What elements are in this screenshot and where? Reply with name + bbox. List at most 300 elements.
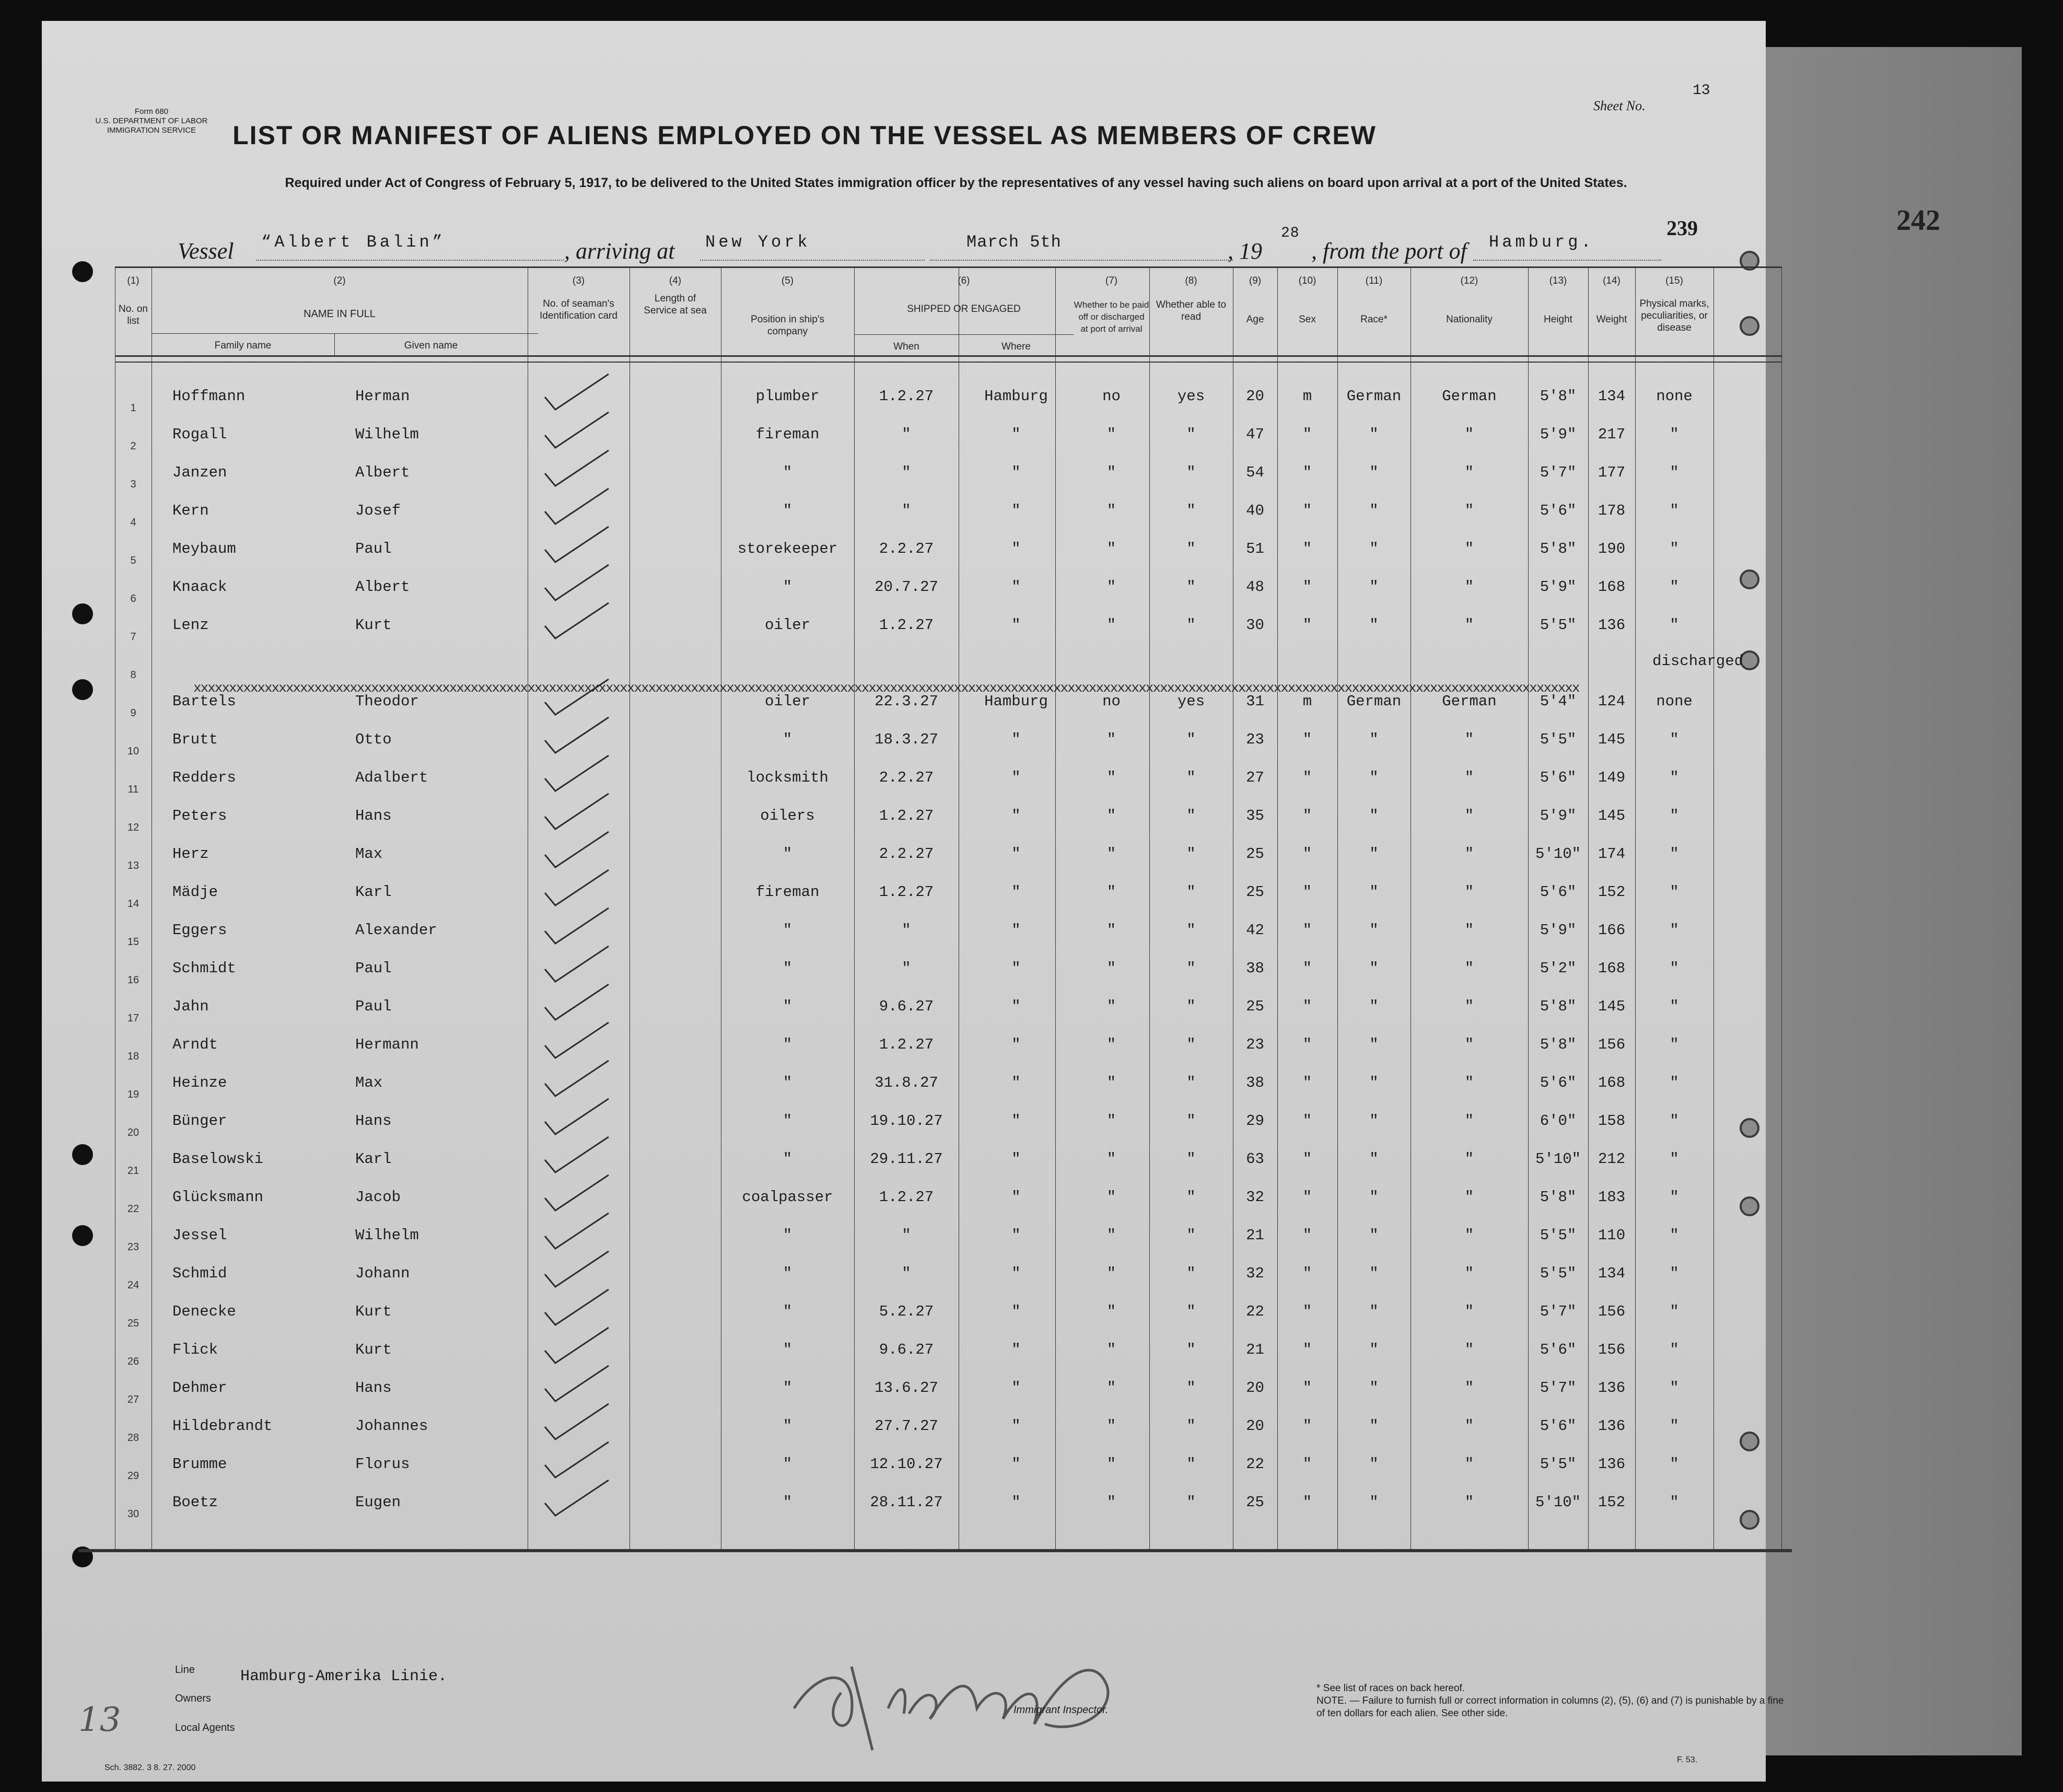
able-to-read: " <box>1186 616 1196 634</box>
inspector-signature <box>773 1635 1128 1755</box>
line-value: Hamburg-Amerika Linie. <box>240 1668 448 1685</box>
sex: " <box>1302 1150 1312 1168</box>
row-number: 12 <box>127 822 139 833</box>
position: " <box>783 502 792 519</box>
age: 47 <box>1246 426 1264 443</box>
nationality: " <box>1464 1227 1474 1244</box>
shipped-where: " <box>1011 1189 1021 1206</box>
physical-marks: " <box>1670 464 1679 481</box>
sex: " <box>1302 464 1312 481</box>
eyelet <box>1740 1432 1759 1451</box>
nationality: " <box>1464 616 1474 634</box>
row-number: 28 <box>127 1432 139 1444</box>
col-num-8: (8) <box>1185 275 1197 286</box>
sex: " <box>1302 731 1312 748</box>
shipped-where: " <box>1011 1112 1021 1130</box>
height: 5'10" <box>1535 1150 1581 1168</box>
check-mark <box>541 562 614 603</box>
header-name-in-full: NAME IN FULL <box>304 308 376 320</box>
header-bottom-line <box>115 355 1781 357</box>
row-number: 3 <box>130 479 136 490</box>
position: oiler <box>764 693 810 710</box>
weight: 124 <box>1598 693 1626 710</box>
weight: 156 <box>1598 1036 1626 1053</box>
discharged-flag: " <box>1106 578 1116 596</box>
position: plumber <box>755 388 820 405</box>
check-mark <box>541 905 614 947</box>
able-to-read: " <box>1186 883 1196 901</box>
height: 5'5" <box>1540 1456 1577 1473</box>
age: 23 <box>1246 1036 1264 1053</box>
races-note: * See list of races on back hereof. <box>1316 1683 1465 1694</box>
underline <box>256 260 564 261</box>
physical-marks: " <box>1670 998 1679 1015</box>
check-mark <box>541 1096 614 1137</box>
row-number: 15 <box>127 936 139 948</box>
given-name: Hans <box>355 807 392 824</box>
row-number: 25 <box>127 1318 139 1329</box>
sex: " <box>1302 1036 1312 1053</box>
sex: " <box>1302 616 1312 634</box>
age: 32 <box>1246 1189 1264 1206</box>
race: " <box>1369 845 1379 863</box>
sheet-label: Sheet No. <box>1593 98 1646 113</box>
physical-marks: " <box>1670 1417 1679 1435</box>
weight: 134 <box>1598 1265 1626 1282</box>
nationality: " <box>1464 1417 1474 1435</box>
discharged-flag: " <box>1106 1036 1116 1053</box>
position: storekeeper <box>737 540 838 557</box>
discharged-flag: " <box>1106 1265 1116 1282</box>
position: oiler <box>764 616 810 634</box>
nationality: " <box>1464 1265 1474 1282</box>
discharged-flag: " <box>1106 426 1116 443</box>
print-code: Sch. 3882. 3 8. 27. 2000 <box>104 1763 196 1772</box>
col-num-2: (2) <box>333 275 346 286</box>
able-to-read: " <box>1186 1341 1196 1358</box>
race: German <box>1346 693 1402 710</box>
position: " <box>783 1112 792 1130</box>
shipped-where: Hamburg <box>984 693 1048 710</box>
check-mark <box>541 981 614 1023</box>
binder-hole <box>72 261 93 282</box>
nationality: " <box>1464 769 1474 786</box>
age: 51 <box>1246 540 1264 557</box>
row-number: 29 <box>127 1470 139 1482</box>
discharged-flag: " <box>1106 845 1116 863</box>
physical-marks: " <box>1670 1456 1679 1473</box>
discharged-flag: " <box>1106 1417 1116 1435</box>
nationality: " <box>1464 1150 1474 1168</box>
nationality: " <box>1464 1341 1474 1358</box>
given-name: Kurt <box>355 1303 392 1320</box>
shipped-where: " <box>1011 960 1021 977</box>
row-number: 2 <box>130 440 136 452</box>
height: 5'5" <box>1540 616 1577 634</box>
position: " <box>783 1341 792 1358</box>
check-mark <box>541 1439 614 1481</box>
row-number: 30 <box>127 1508 139 1520</box>
race: " <box>1369 502 1379 519</box>
discharged-flag: " <box>1106 922 1116 939</box>
shipped-when: 1.2.27 <box>879 1189 934 1206</box>
eyelet <box>1740 1118 1759 1138</box>
shipped-when: " <box>902 426 911 443</box>
height: 5'2" <box>1540 960 1577 977</box>
position: " <box>783 1074 792 1091</box>
shipped-when: 13.6.27 <box>875 1379 938 1397</box>
weight: 152 <box>1598 1494 1626 1511</box>
able-to-read: " <box>1186 1417 1196 1435</box>
header-sex: Sex <box>1299 314 1316 325</box>
sex: " <box>1302 1074 1312 1091</box>
shipped-when: " <box>902 922 911 939</box>
able-to-read: " <box>1186 1265 1196 1282</box>
physical-marks: " <box>1670 1494 1679 1511</box>
header-seaman-id: No. of seaman's Identification card <box>540 298 617 321</box>
given-name: Alexander <box>355 922 437 939</box>
able-to-read: yes <box>1177 693 1205 710</box>
eyelet <box>1740 1510 1759 1530</box>
nationality: " <box>1464 1189 1474 1206</box>
height: 5'10" <box>1535 845 1581 863</box>
year-value: 28 <box>1281 225 1300 241</box>
shipped-when: 1.2.27 <box>879 388 934 405</box>
physical-marks: " <box>1670 1341 1679 1358</box>
family-name: Kern <box>172 502 209 519</box>
eyelet <box>1740 316 1759 336</box>
row-number: 9 <box>130 707 136 719</box>
weight: 152 <box>1598 883 1626 901</box>
able-to-read: " <box>1186 540 1196 557</box>
shipped-when: 2.2.27 <box>879 540 934 557</box>
discharged-flag: " <box>1106 1341 1116 1358</box>
position: " <box>783 1417 792 1435</box>
race: " <box>1369 1494 1379 1511</box>
family-name: Meybaum <box>172 540 236 557</box>
discharged-flag: " <box>1106 1494 1116 1511</box>
given-name: Eugen <box>355 1494 401 1511</box>
check-mark <box>541 867 614 909</box>
race: " <box>1369 578 1379 596</box>
shipped-when: 19.10.27 <box>870 1112 943 1130</box>
weight: 136 <box>1598 1456 1626 1473</box>
column-divider <box>151 266 152 1549</box>
given-name: Max <box>355 1074 383 1091</box>
stamp-number: 239 <box>1666 216 1698 240</box>
check-mark <box>541 790 614 832</box>
given-name: Hans <box>355 1112 392 1130</box>
sex: " <box>1302 807 1312 824</box>
age: 23 <box>1246 731 1264 748</box>
nationality: " <box>1464 922 1474 939</box>
weight: 136 <box>1598 616 1626 634</box>
given-name: Jacob <box>355 1189 401 1206</box>
sex: " <box>1302 578 1312 596</box>
physical-marks: " <box>1670 540 1679 557</box>
nationality: " <box>1464 426 1474 443</box>
row-number: 18 <box>127 1051 139 1062</box>
age: 38 <box>1246 960 1264 977</box>
family-name: Eggers <box>172 922 227 939</box>
departure-port: Hamburg. <box>1489 232 1594 252</box>
race: " <box>1369 769 1379 786</box>
sheet-number: 13 <box>1693 83 1710 99</box>
header-able-read: Whether able to read <box>1156 299 1227 322</box>
shipped-when: 2.2.27 <box>879 769 934 786</box>
given-name: Paul <box>355 960 392 977</box>
given-name: Otto <box>355 731 392 748</box>
check-mark <box>541 752 614 794</box>
penalty-note: NOTE. — Failure to furnish full or correct information in columns (2), (5), (6) and (7) is punishable by a fine of ten dollars for each alien. See other side. <box>1316 1695 1784 1719</box>
shipped-where: " <box>1011 998 1021 1015</box>
able-to-read: " <box>1186 1112 1196 1130</box>
column-divider <box>1781 266 1782 1549</box>
vessel-line <box>178 216 1698 269</box>
col-num-9: (9) <box>1249 275 1262 286</box>
shipped-when: 29.11.27 <box>870 1150 943 1168</box>
physical-marks: " <box>1670 1265 1679 1282</box>
col-num-3: (3) <box>572 275 585 286</box>
row-number: 13 <box>127 860 139 871</box>
physical-marks: none <box>1656 693 1693 710</box>
age: 30 <box>1246 616 1264 634</box>
check-mark <box>541 1286 614 1328</box>
col-num-12: (12) <box>1460 275 1478 286</box>
check-mark <box>541 523 614 565</box>
shipped-when: " <box>902 502 911 519</box>
nationality: German <box>1442 388 1497 405</box>
race: " <box>1369 426 1379 443</box>
age: 35 <box>1246 807 1264 824</box>
struck-out-row: xxxxxxxxxxxxxxxxxxxxxxxxxxxxxxxxxxxxxxxxxxxxxxxxxxxxxxxxxxxxxxxxxxxxxxxxxxxxxxxxxxxxxxxxxxxxxxxxxxxxxxxxxxxxxxxxxxxxxxxxxxxxxxxxxxxxxxxxxxxxxxxxxxxxxxxxxxxxxxxxxxxxxxxxxxxxxxxxxxxxxxxxxxxxxxxxxxx <box>193 680 1579 692</box>
family-name: Jahn <box>172 998 209 1015</box>
eyelet <box>1740 569 1759 589</box>
shipped-when: 12.10.27 <box>870 1456 943 1473</box>
discharged-flag: " <box>1106 1150 1116 1168</box>
height: 5'8" <box>1540 540 1577 557</box>
row-number: 7 <box>130 631 136 643</box>
given-name: Johann <box>355 1265 410 1282</box>
sex: " <box>1302 998 1312 1015</box>
sex: m <box>1302 388 1312 405</box>
position: " <box>783 1227 792 1244</box>
row-number: 26 <box>127 1356 139 1367</box>
owners-label: Owners <box>175 1693 211 1704</box>
physical-marks: " <box>1670 1036 1679 1053</box>
shipped-when: " <box>902 960 911 977</box>
height: 5'6" <box>1540 502 1577 519</box>
header-shipped: SHIPPED OR ENGAGED <box>907 304 1021 315</box>
family-name: Herz <box>172 845 209 863</box>
position: " <box>783 922 792 939</box>
header-discharged: Whether to be paid off or discharged at port of arrival <box>1074 300 1149 334</box>
row-number: 17 <box>127 1013 139 1024</box>
check-mark <box>541 1210 614 1252</box>
col-num-6: (6) <box>958 275 970 286</box>
shipped-where: " <box>1011 1456 1021 1473</box>
position: " <box>783 578 792 596</box>
race: " <box>1369 998 1379 1015</box>
sex: " <box>1302 1227 1312 1244</box>
header-position: Position in ship's company <box>751 314 824 337</box>
given-name: Josef <box>355 502 401 519</box>
nationality: " <box>1464 998 1474 1015</box>
able-to-read: yes <box>1177 388 1205 405</box>
age: 38 <box>1246 1074 1264 1091</box>
physical-marks: " <box>1670 502 1679 519</box>
shipped-where: " <box>1011 1265 1021 1282</box>
position: " <box>783 1379 792 1397</box>
physical-marks: " <box>1670 426 1679 443</box>
family-name: Hoffmann <box>172 388 246 405</box>
given-name: Karl <box>355 883 392 901</box>
given-name: Adalbert <box>355 769 428 786</box>
physical-marks: " <box>1670 883 1679 901</box>
race: " <box>1369 1456 1379 1473</box>
position: locksmith <box>747 769 829 786</box>
position: " <box>783 464 792 481</box>
able-to-read: " <box>1186 769 1196 786</box>
shipped-where: " <box>1011 464 1021 481</box>
race: " <box>1369 922 1379 939</box>
family-name: Brutt <box>172 731 218 748</box>
row-number: 5 <box>130 555 136 566</box>
shipped-when: 5.2.27 <box>879 1303 934 1320</box>
family-name: Rogall <box>172 426 227 443</box>
header-weight: Weight <box>1596 314 1627 325</box>
underline <box>700 260 925 261</box>
weight: 110 <box>1598 1227 1626 1244</box>
physical-marks: " <box>1670 1189 1679 1206</box>
height: 5'8" <box>1540 998 1577 1015</box>
race: " <box>1369 1265 1379 1282</box>
age: 22 <box>1246 1456 1264 1473</box>
header-double-line <box>115 362 1781 363</box>
able-to-read: " <box>1186 1036 1196 1053</box>
race: " <box>1369 960 1379 977</box>
nationality: " <box>1464 464 1474 481</box>
sex: " <box>1302 845 1312 863</box>
physical-marks: " <box>1670 807 1679 824</box>
position: oilers <box>760 807 815 824</box>
race: " <box>1369 807 1379 824</box>
able-to-read: " <box>1186 502 1196 519</box>
nationality: " <box>1464 807 1474 824</box>
weight: 168 <box>1598 578 1626 596</box>
nationality: " <box>1464 540 1474 557</box>
age: 20 <box>1246 1417 1264 1435</box>
family-name: Hildebrandt <box>172 1417 273 1435</box>
discharged-flag: " <box>1106 616 1116 634</box>
weight: 136 <box>1598 1417 1626 1435</box>
height: 5'7" <box>1540 1303 1577 1320</box>
shipped-where: " <box>1011 731 1021 748</box>
shipped-where: " <box>1011 1227 1021 1244</box>
age: 29 <box>1246 1112 1264 1130</box>
shipped-where: " <box>1011 1303 1021 1320</box>
table-top-line <box>115 266 1781 268</box>
height: 5'6" <box>1540 1074 1577 1091</box>
physical-marks: " <box>1670 731 1679 748</box>
shipped-when: 1.2.27 <box>879 616 934 634</box>
height: 5'7" <box>1540 1379 1577 1397</box>
given-name: Paul <box>355 540 392 557</box>
family-name: Lenz <box>172 616 209 634</box>
sex: " <box>1302 1494 1312 1511</box>
family-name: Arndt <box>172 1036 218 1053</box>
age: 31 <box>1246 693 1264 710</box>
age: 25 <box>1246 845 1264 863</box>
sex: " <box>1302 540 1312 557</box>
given-name: Paul <box>355 998 392 1015</box>
vessel-label: Vessel <box>178 238 234 264</box>
position: " <box>783 1036 792 1053</box>
shipped-when: 31.8.27 <box>875 1074 938 1091</box>
physical-marks: " <box>1670 845 1679 863</box>
col-num-13: (13) <box>1549 275 1567 286</box>
height: 5'6" <box>1540 1417 1577 1435</box>
weight: 156 <box>1598 1341 1626 1358</box>
physical-marks: " <box>1670 578 1679 596</box>
weight: 145 <box>1598 731 1626 748</box>
height: 5'7" <box>1540 464 1577 481</box>
height: 5'4" <box>1540 693 1577 710</box>
nationality: " <box>1464 883 1474 901</box>
able-to-read: " <box>1186 426 1196 443</box>
shipped-subheader-line <box>854 334 1074 335</box>
header-family-name: Family name <box>214 340 272 351</box>
physical-marks: " <box>1670 1227 1679 1244</box>
row-number: 19 <box>127 1089 139 1100</box>
family-name: Mädje <box>172 883 218 901</box>
row-number: 6 <box>130 593 136 604</box>
given-name: Johannes <box>355 1417 428 1435</box>
row-number: 8 <box>130 669 136 681</box>
able-to-read: " <box>1186 960 1196 977</box>
page-title: LIST OR MANIFEST OF ALIENS EMPLOYED ON THE VESSEL AS MEMBERS OF CREW <box>232 121 1377 150</box>
shipped-when: 1.2.27 <box>879 883 934 901</box>
height: 5'5" <box>1540 731 1577 748</box>
weight: 145 <box>1598 807 1626 824</box>
physical-marks: none <box>1656 388 1693 405</box>
race: " <box>1369 883 1379 901</box>
height: 5'9" <box>1540 807 1577 824</box>
age: 27 <box>1246 769 1264 786</box>
age: 22 <box>1246 1303 1264 1320</box>
header-given-name: Given name <box>404 340 458 351</box>
given-name: Wilhelm <box>355 426 419 443</box>
arrival-date: March 5th <box>966 232 1062 252</box>
age: 21 <box>1246 1227 1264 1244</box>
race: German <box>1346 388 1402 405</box>
check-mark <box>541 485 614 527</box>
physical-marks: " <box>1670 1112 1679 1130</box>
weight: 136 <box>1598 1379 1626 1397</box>
family-name: Dehmer <box>172 1379 227 1397</box>
shipped-where: Hamburg <box>984 388 1048 405</box>
position: fireman <box>755 883 820 901</box>
family-name: Flick <box>172 1341 218 1358</box>
from-label: , from the port of <box>1311 238 1467 264</box>
physical-marks: " <box>1670 1303 1679 1320</box>
height: 5'9" <box>1540 578 1577 596</box>
table-bottom-line <box>78 1549 1792 1552</box>
check-mark <box>541 1134 614 1176</box>
height: 5'8" <box>1540 1189 1577 1206</box>
check-mark <box>541 1248 614 1290</box>
sex: " <box>1302 1379 1312 1397</box>
